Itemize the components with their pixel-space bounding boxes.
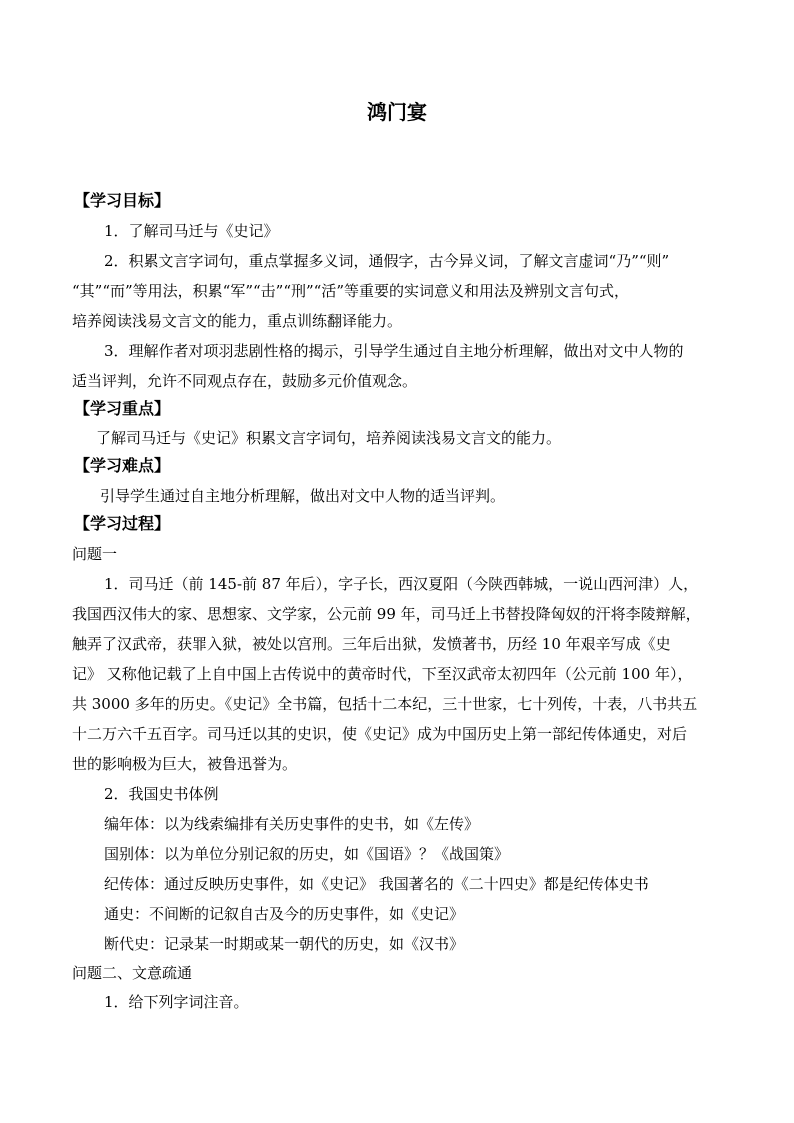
goal-3-line-1: 3．理解作者对项羽悲剧性格的揭示，引导学生通过自主地分析理解，做出对文中人物的 [104,342,684,360]
heading-difficult-points: 【学习难点】 [74,456,171,475]
paragraph-2-heading: 2．我国史书体例 [104,785,219,803]
history-style-general: 通史：不间断的记叙自古及今的历史事件，如《史记》 [104,905,465,923]
paragraph-1-line-6: 十二万六千五百字。司马迁以其的史识，使《史记》成为中国历史上第一部纪传体通史，对后 [72,725,688,743]
question-2-label: 问题二、文意疏通 [72,964,193,982]
paragraph-1-line-5: 共 3000 多年的历史。《史记》全书篇，包括十二本纪，三十世家，七十列传，十表，八书共五 [72,695,698,713]
difficult-points-text: 引导学生通过自主地分析理解，做出对文中人物的适当评判。 [100,487,506,505]
page-title: 鸿门宴 [367,100,427,124]
paragraph-1-line-1: 1．司马迁（前 145-前 87 年后），字子长，西汉夏阳（今陕西韩城，一说山西河津）人， [104,575,699,593]
goal-2-line-3: 培养阅读浅易文言文的能力，重点训练翻译能力。 [72,312,403,330]
history-style-biographical: 纪传体：通过反映历史事件，如《史记》 我国著名的《二十四史》都是纪传体史书 [104,875,649,893]
question-1-label: 问题一 [72,545,118,563]
goal-1: 1．了解司马迁与《史记》 [104,222,279,240]
heading-learning-process: 【学习过程】 [74,514,171,533]
paragraph-1-line-3: 触弄了汉武帝，获罪入狱，被处以宫刑。三年后出狱，发愤著书，历经 10 年艰辛写成《史 [72,635,671,653]
history-style-dynastic: 断代史：记录某一时期或某一朝代的历史，如《汉书》 [104,935,465,953]
goal-2-line-1: 2．积累文言字词句，重点掌握多义词，通假字，古今异义词，了解文言虚词“乃”“则” [104,252,670,270]
goal-3-line-2: 适当评判，允许不同观点存在，鼓励多元价值观念。 [72,372,418,390]
goal-2-line-2: “其”“而”等用法，积累“军”“击”“刑”“活”等重要的实词意义和用法及辨别文言句式， [72,282,630,300]
paragraph-1-line-2: 我国西汉伟大的家、思想家、文学家，公元前 99 年，司马迁上书替投降匈奴的汗将李陵辩解， [72,605,701,623]
heading-learning-goals: 【学习目标】 [74,191,171,210]
paragraph-1-line-7: 世的影响极为巨大，被鲁迅誉为。 [72,755,298,773]
heading-key-points: 【学习重点】 [74,399,171,418]
paragraph-1-line-4: 记》 又称他记载了上自中国上古传说中的黄帝时代，下至汉武帝太初四年（公元前 100 年）， [72,665,693,683]
question-2-item-1: 1．给下列字词注音。 [104,993,249,1011]
key-points-text: 了解司马迁与《史记》积累文言字词句，培养阅读浅易文言文的能力。 [96,429,562,447]
history-style-chronological: 编年体：以为线索编排有关历史事件的史书，如《左传》 [104,815,480,833]
history-style-national: 国别体：以为单位分别记叙的历史，如《国语》？《战国策》 [104,845,510,863]
